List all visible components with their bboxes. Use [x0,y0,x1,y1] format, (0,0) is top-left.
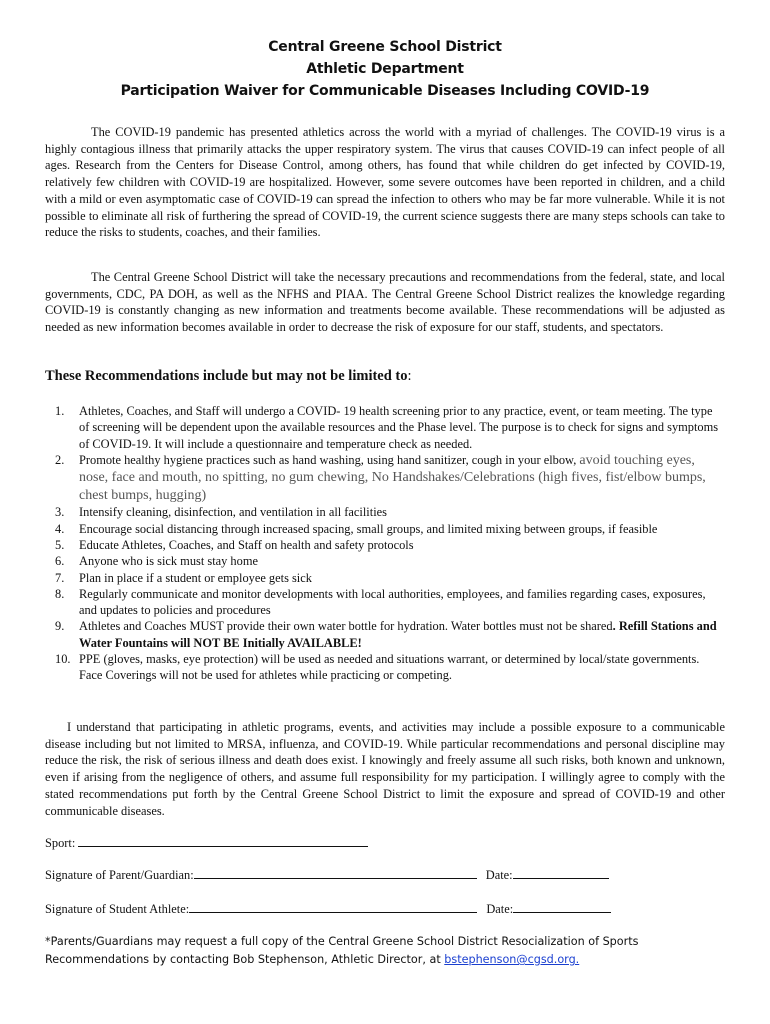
list-item [45,618,725,651]
list-item-text: Intensify cleaning, disinfection, and ventilation in all facilities [79,505,387,520]
list-item-text: Educate Athletes, Coaches, and Staff on health and safety protocols [79,537,414,552]
student-signature-label: Signature of Student Athlete: [45,902,190,916]
list-item [45,651,725,684]
sport-field [45,834,368,851]
student-date-label: Date: [486,902,514,916]
list-item [45,537,725,553]
intro-paragraph-2: The Central Greene School District will take the necessary precautions and recommendations from the federal, state, and local governments, CDC, PA DOH, as well as the NFHS and PIAA. The Central Greene School District realizes the knowledge regarding COVID-19 is constantly changing as new information and treatments become available. These recommendations will be adjusted as needed as new information becomes available in order to decrease the risk of exposure for our staff, students, and spectators. [45,270,725,335]
list-item-number: 7. [55,570,65,585]
list-item-number: 2. [55,452,65,467]
footnote-text: *Parents/Guardians may request a full copy of the Central Greene School District Resocialization of Sports Recommendations by contacting Bob Stephenson, Athletic Director, at [45,935,639,966]
recommendations-heading [45,368,412,385]
list-item-text: PPE (gloves, masks, eye protection) will be used as needed and situations warrant, or determined by local/state governments. Face Coverings will not be used for athletes while practicing or competing. [79,652,700,683]
list-item-number: 9. [55,619,65,634]
list-item-text: Promote healthy hygiene practices such as hand washing, using hand sanitizer, cough in your elbow, [79,452,580,467]
document-title: Participation Waiver for Communicable Diseases Including COVID-19 [120,83,650,99]
footnote [45,933,735,969]
document-header [0,36,770,102]
list-item-number: 10. [55,652,71,667]
list-item [45,452,725,505]
list-item [45,570,725,586]
sport-label: Sport: [45,836,76,850]
parent-date-line[interactable] [513,866,609,879]
student-signature-field [45,900,611,917]
list-item-number: 8. [55,586,65,601]
parent-signature-line[interactable] [194,866,477,879]
list-item-text: Regularly communicate and monitor developments with local authorities, employees, and families regarding cases, exposures, and updates to policies and procedures [79,586,706,618]
department-name: Athletic Department [306,61,464,77]
parent-signature-label: Signature of Parent/Guardian: [45,868,194,882]
contact-email-link[interactable]: bstephenson@cgsd.org. [444,953,580,966]
list-item [45,586,725,619]
district-name: Central Greene School District [268,39,502,55]
acknowledgement-paragraph: I understand that participating in athletic programs, events, and activities may include a possible exposure to a communicable disease including but not limited to MRSA, influenza, and COVID-19. While particular recommendations and personal discipline may reduce the risk, the risk of serious illness and death does exist. I knowingly and freely assume all such risks, both known and unknown, even if arising from the negligence of others, and assume full responsibility for my participation. I willingly agree to comply with the stated recommendations put forth by the Central Greene School District to limit the exposure and spread of COVID-19 and other communicable diseases. [45,720,725,818]
recommendations-heading-text: These Recommendations include but may not be limited to [45,368,408,384]
list-item-number: 1. [55,404,65,418]
list-item-text: Athletes and Coaches MUST provide their own water bottle for hydration. Water bottles must not be shared [79,619,613,634]
list-item-number: 6. [55,554,65,569]
list-item-number: 5. [55,537,65,552]
recommendations-list [45,403,725,684]
list-item [45,521,725,537]
list-item [45,403,725,452]
list-item-text-bold: . Refill Stations and Water Fountains will NOT BE Initially AVAILABLE! [79,619,717,650]
list-item [45,504,725,520]
student-signature-line[interactable] [189,900,477,913]
student-date-line[interactable] [513,900,611,913]
list-item-text: Anyone who is sick must stay home [79,554,258,569]
parent-date-label: Date: [485,868,513,882]
list-item-number: 4. [55,521,65,536]
list-item-number: 3. [55,505,65,520]
list-item-text-continued: avoid touching eyes, nose, face and mouth, no spitting, no gum chewing, No Handshakes/Celebrations (high fives, fist/elbow bumps, chest bumps, hugging) [79,452,706,503]
list-item-text: Encourage social distancing through increased spacing, small groups, and limited mixing between groups, if feasible [79,521,658,536]
intro-paragraph-1: The COVID-19 pandemic has presented athletics across the world with a myriad of challenges. The COVID-19 virus is a highly contagious illness that primarily attacks the upper respiratory system. The virus that causes COVID-19 can infect people of all ages. Research from the Centers for Disease Control, among others, has found that while children do get infected by COVID-19, relatively few children with COVID-19 are hospitalized. However, some severe outcomes have been reported in children, and a child with a mild or even asymptomatic case of COVID-19 can spread the infection to others who may be far more vulnerable. While it is not possible to eliminate all risk of furthering the spread of COVID-19, the current science suggests there are many steps schools can take to reduce the risks to students, coaches, and their families. [45,125,725,240]
list-item-text: Athletes, Coaches, and Staff will undergo a COVID- 19 health screening prior to any practice, event, or team meeting. The type of screening will be dependent upon the available resources and the Phase level. The purpose is to check for signs and symptoms of COVID-19. It will include a questionnaire and temperature check as needed. [79,404,719,451]
parent-signature-field [45,866,609,883]
list-item [45,553,725,569]
list-item-text: Plan in place if a student or employee gets sick [79,570,312,585]
recommendations-heading-colon: : [407,368,412,384]
sport-input-line[interactable] [78,834,368,847]
